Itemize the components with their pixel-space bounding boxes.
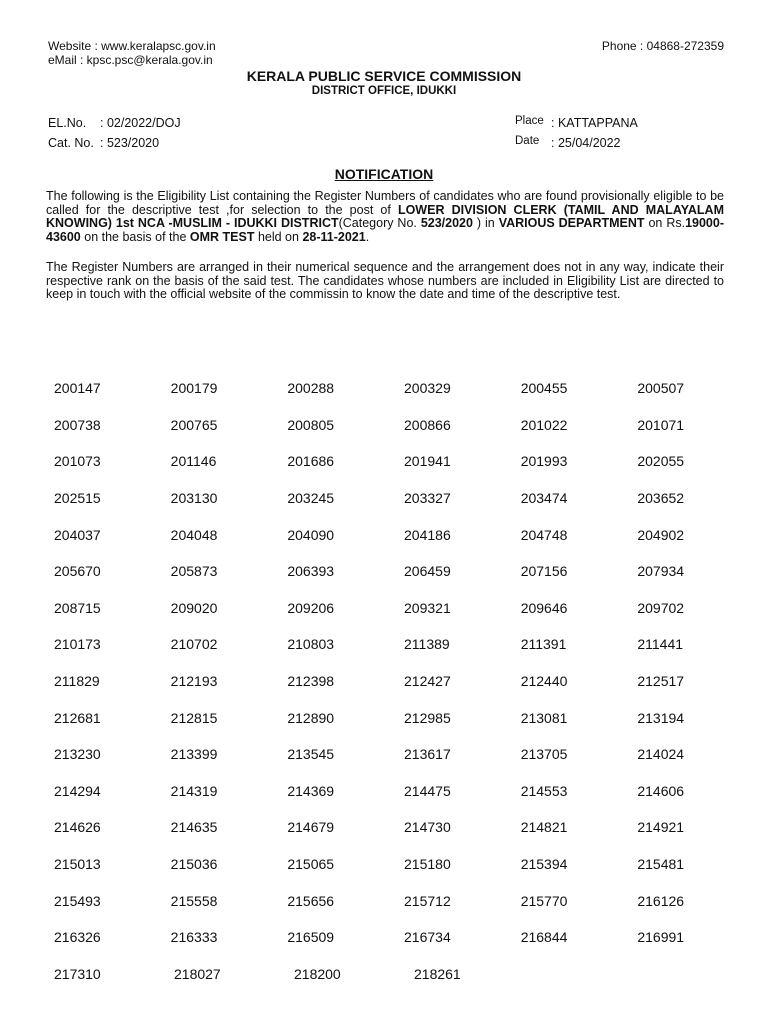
test-date: 28-11-2021	[302, 229, 366, 244]
register-number: 209020	[170, 599, 218, 616]
test-type: OMR TEST	[189, 229, 255, 244]
register-number: 213545	[287, 746, 335, 763]
commission-title: KERALA PUBLIC SERVICE COMMISSION	[246, 68, 522, 84]
register-number: 216326	[54, 929, 101, 946]
register-row	[54, 956, 754, 993]
register-number: 214553	[520, 782, 568, 799]
register-number-grid	[54, 370, 754, 992]
register-number: 207934	[637, 563, 685, 580]
register-row	[54, 443, 754, 480]
register-number: 205670	[54, 563, 101, 580]
register-row	[54, 846, 754, 883]
register-row	[54, 773, 754, 810]
register-number: 203130	[170, 490, 218, 507]
register-number: 218200	[294, 965, 341, 982]
department: VARIOUS DEPARTMENT	[498, 216, 645, 230]
register-number: 215036	[170, 856, 218, 873]
register-number: 215558	[170, 892, 218, 909]
el-value: : 02/2022/DOJ	[100, 116, 181, 130]
register-number: 215394	[520, 856, 568, 873]
notification-heading: NOTIFICATION	[334, 166, 434, 182]
register-number: 218027	[174, 965, 221, 982]
p1-text: (Category No.	[338, 216, 421, 230]
register-number: 214294	[54, 782, 101, 799]
register-number: 215180	[404, 856, 451, 873]
register-row	[54, 882, 754, 919]
register-number: 215481	[637, 856, 685, 873]
register-row	[54, 626, 754, 663]
register-number: 204748	[520, 526, 568, 543]
register-number: 216333	[170, 929, 218, 946]
register-number: 203652	[637, 490, 685, 507]
register-number: 200765	[170, 416, 218, 433]
register-number: 217310	[54, 965, 101, 982]
register-number: 212985	[404, 709, 451, 726]
register-number: 204902	[637, 526, 685, 543]
register-number: 212890	[287, 709, 335, 726]
register-row	[54, 407, 754, 444]
register-number: 214821	[520, 819, 568, 836]
register-row	[54, 370, 754, 407]
category-number: 523/2020	[420, 216, 473, 230]
register-number: 213617	[404, 746, 451, 763]
register-row	[54, 553, 754, 590]
register-number: 200179	[170, 380, 218, 397]
register-row	[54, 590, 754, 627]
website-text: Website : www.keralapsc.gov.in	[48, 39, 216, 53]
register-row	[54, 699, 754, 736]
notification-paragraph-1	[46, 190, 724, 244]
register-number: 202515	[54, 490, 101, 507]
register-number: 213194	[637, 709, 685, 726]
p1-text: on the basis of the	[80, 229, 190, 244]
register-row	[54, 919, 754, 956]
register-number: 200329	[404, 380, 451, 397]
register-number: 213399	[170, 746, 218, 763]
register-number: 215656	[287, 892, 335, 909]
cat-label: Cat. No.	[48, 136, 94, 150]
register-number: 201146	[170, 453, 217, 470]
register-number: 208715	[54, 599, 101, 616]
register-row	[54, 663, 754, 700]
post-name: LOWER DIVISION CLERK (TAMIL AND MALAYALAM KNOWING) 1st NCA -MUSLIM - IDUKKI DISTRICT	[46, 202, 724, 230]
date-label: Date	[515, 135, 540, 147]
register-row	[54, 809, 754, 846]
register-number: 204048	[170, 526, 218, 543]
place-label: Place	[515, 115, 544, 127]
register-number: 200455	[520, 380, 568, 397]
date-value: : 25/04/2022	[551, 136, 621, 150]
register-number: 200147	[54, 380, 101, 397]
register-number: 213081	[520, 709, 568, 726]
register-number: 204037	[54, 526, 101, 543]
email-text: eMail : kpsc.psc@kerala.gov.in	[48, 53, 213, 67]
register-number: 201993	[520, 453, 568, 470]
register-number: 212681	[54, 709, 101, 726]
register-number: 216734	[404, 929, 451, 946]
register-number: 209646	[520, 599, 568, 616]
register-number: 214730	[404, 819, 451, 836]
register-number: 214606	[637, 782, 685, 799]
p1-text: The following is the Eligibility List containing the Register Numbers of candidates who are found provisionally eligible to be called for the descriptive test ,for selection to the post of	[46, 189, 724, 217]
register-number: 201941	[404, 453, 451, 470]
register-number: 211391	[520, 636, 567, 653]
register-number: 216509	[287, 929, 335, 946]
register-number: 214024	[637, 746, 685, 763]
register-number: 213230	[54, 746, 101, 763]
register-number: 216126	[637, 892, 685, 909]
register-number: 212427	[404, 673, 451, 690]
register-number: 210173	[54, 636, 101, 653]
register-number: 200866	[404, 416, 451, 433]
register-number: 216991	[637, 929, 685, 946]
register-number: 214679	[287, 819, 335, 836]
register-number: 213705	[520, 746, 568, 763]
scale-of-pay: 19000-43600	[46, 216, 725, 244]
register-number: 202055	[637, 453, 685, 470]
register-number: 201686	[287, 453, 335, 470]
register-number: 209206	[287, 599, 335, 616]
register-number: 214921	[637, 819, 685, 836]
register-number: 204186	[404, 526, 451, 543]
register-number: 215013	[54, 856, 101, 873]
register-number: 215770	[520, 892, 568, 909]
register-number: 209702	[637, 599, 685, 616]
register-number: 212193	[170, 673, 218, 690]
register-number: 207156	[520, 563, 568, 580]
register-row	[54, 736, 754, 773]
el-label: EL.No.	[48, 116, 87, 130]
register-number: 201073	[54, 453, 101, 470]
register-number: 201022	[520, 416, 568, 433]
register-number: 203327	[404, 490, 451, 507]
register-number: 214369	[287, 782, 335, 799]
register-row	[54, 516, 754, 553]
register-number: 211441	[637, 636, 684, 653]
register-number: 201071	[637, 416, 685, 433]
register-number: 209321	[404, 599, 451, 616]
register-number: 214319	[170, 782, 218, 799]
register-number: 214626	[54, 819, 101, 836]
notification-paragraph-2: The Register Numbers are arranged in their numerical sequence and the arrangement does not in any way, indicate their respective rank on the basis of the said test. The candidates whose numbers are included in Eligibility List are directed to keep in touch with the official website of the commissin to know the date and time of the descriptive test.	[46, 260, 724, 301]
register-row	[54, 480, 754, 517]
register-number: 211829	[54, 673, 100, 690]
register-number: 205873	[170, 563, 218, 580]
register-number: 206459	[404, 563, 451, 580]
register-number: 215065	[287, 856, 335, 873]
register-number: 203474	[520, 490, 568, 507]
register-number: 214635	[170, 819, 218, 836]
phone-text: Phone : 04868-272359	[601, 39, 724, 53]
p1-text: on Rs.	[644, 216, 686, 230]
register-number: 215493	[54, 892, 101, 909]
cat-value: : 523/2020	[100, 136, 160, 150]
register-number: 212440	[520, 673, 568, 690]
register-number: 203245	[287, 490, 335, 507]
register-number: 206393	[287, 563, 335, 580]
register-number: 212517	[637, 673, 685, 690]
district-office: DISTRICT OFFICE, IDUKKI	[311, 85, 457, 97]
register-number: 216844	[520, 929, 568, 946]
register-number: 204090	[287, 526, 335, 543]
register-number: 212398	[287, 673, 335, 690]
register-number: 200738	[54, 416, 101, 433]
register-number: 200805	[287, 416, 335, 433]
p1-text: ) in	[472, 216, 499, 230]
register-number: 211389	[404, 636, 450, 653]
register-number: 210803	[287, 636, 335, 653]
p1-text: .	[365, 229, 370, 244]
place-value: : KATTAPPANA	[551, 116, 638, 130]
register-number: 214475	[404, 782, 451, 799]
register-number: 212815	[170, 709, 218, 726]
register-number: 200288	[287, 380, 335, 397]
register-number: 210702	[170, 636, 218, 653]
p1-text: held on	[254, 229, 303, 244]
register-number: 218261	[414, 965, 461, 982]
register-number: 215712	[404, 892, 451, 909]
register-number: 200507	[637, 380, 685, 397]
